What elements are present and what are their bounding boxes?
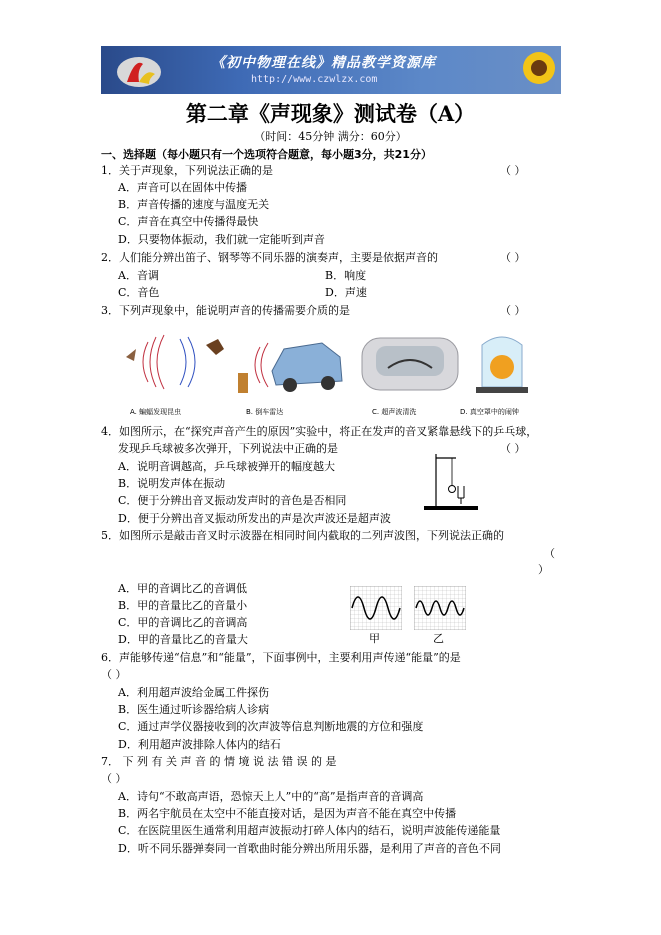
logo-icon	[109, 52, 179, 90]
page-subtitle: （时间：45分钟 满分：60分）	[254, 130, 407, 143]
q7-option-b: B．两名宇航员在太空中不能直接对话，是因为声音不能在真空中传播	[118, 807, 457, 820]
q1-option-a: A．声音可以在固体中传播	[118, 181, 247, 194]
q5-option-c: C．甲的音调比乙的音调高	[118, 616, 248, 629]
q6-option-b: B．医生通过听诊器给病人诊病	[118, 703, 270, 716]
banner-title: 《初中物理在线》精品教学资源库	[211, 55, 436, 71]
q2-option-d: D．声速	[325, 286, 367, 299]
waveform-jia-label: 甲	[369, 632, 380, 645]
q6-option-d: D．利用超声波排除人体内的结石	[118, 738, 281, 751]
q2-option-c: C．音色	[118, 286, 160, 299]
header-banner	[101, 46, 561, 94]
q2-option-b: B．响度	[325, 269, 367, 282]
banner-url: http://www.czwlzx.com	[251, 74, 378, 85]
ultrasonic-cleaner-image	[358, 330, 462, 396]
q6-answer-paren: （ ）	[101, 668, 127, 681]
q5-stem: 5．如图所示是敲击音叉时示波器在相同时间内截取的二列声波图，下列说法正确的	[101, 529, 504, 542]
q4-option-c: C．便于分辨出音叉振动发声时的音色是否相同	[118, 494, 347, 507]
waveform-yi-label: 乙	[433, 632, 444, 645]
q5-paren-close: ）	[538, 563, 549, 576]
q5-option-a: A．甲的音调比乙的音调低	[118, 582, 247, 595]
waveform-jia-image	[350, 586, 402, 630]
q5-option-d: D．甲的音量比乙的音量大	[118, 633, 248, 646]
q1-answer-paren: （ ）	[500, 164, 526, 177]
q7-answer-paren: （ ）	[101, 772, 127, 785]
q3-image-label-b: B. 倒车雷达	[246, 408, 284, 416]
parking-radar-image	[232, 327, 344, 397]
q5-paren-open: （	[544, 547, 555, 560]
q5-option-b: B．甲的音量比乙的音量小	[118, 599, 248, 612]
bat-insect-image	[118, 327, 228, 397]
q3-image-label-a: A. 蝙蝠发现昆虫	[130, 408, 182, 416]
vacuum-bell-jar-image	[472, 327, 532, 397]
q4-option-d: D．便于分辨出音叉振动所发出的声是次声波还是超声波	[118, 512, 391, 525]
q2-stem: 2．人们能分辨出笛子、钢琴等不同乐器的演奏声，主要是依据声音的	[101, 251, 438, 264]
q7-stem: 7． 下 列 有 关 声 音 的 情 境 说 法 错 误 的 是	[101, 755, 337, 768]
q4-option-b: B．说明发声体在振动	[118, 477, 226, 490]
q4-stem-line1: 4．如图所示，在“探究声音产生的原因”实验中，将正在发声的音叉紧靠悬线下的乒乓球，	[101, 425, 538, 438]
sunflower-icon	[501, 46, 561, 94]
waveform-yi-image	[414, 586, 466, 630]
q6-stem: 6．声能够传递“信息”和“能量”，下面事例中，主要利用声传递“能量”的是	[101, 651, 461, 664]
q1-stem: 1．关于声现象，下列说法正确的是	[101, 164, 273, 177]
q1-option-b: B．声音传播的速度与温度无关	[118, 198, 270, 211]
q7-option-d: D．听不同乐器弹奏同一首歌曲时能分辨出所用乐器，是利用了声音的音色不同	[118, 842, 501, 855]
q2-option-a: A．音调	[118, 269, 159, 282]
page-title: 第二章《声现象》测试卷（A）	[185, 101, 476, 126]
q1-option-c: C．声音在真空中传播得最快	[118, 215, 259, 228]
q1-option-d: D．只要物体振动，我们就一定能听到声音	[118, 233, 325, 246]
q2-answer-paren: （ ）	[500, 251, 526, 264]
q4-option-a: A．说明音调越高，乒乓球被弹开的幅度越大	[118, 460, 335, 473]
q6-option-a: A．利用超声波给金属工件探伤	[118, 686, 269, 699]
q7-option-a: A．诗句“不敢高声语，恐惊天上人”中的“高”是指声音的音调高	[118, 790, 424, 803]
q4-stem-line2: 发现乒乓球被多次弹开，下列说法中正确的是	[118, 442, 338, 455]
q6-option-c: C．通过声学仪器接收到的次声波等信息判断地震的方位和强度	[118, 720, 424, 733]
q3-image-label-d: D. 真空罩中的闹钟	[460, 408, 519, 416]
q3-stem: 3．下列声现象中，能说明声音的传播需要介质的是	[101, 304, 350, 317]
q7-option-c: C．在医院里医生通常利用超声波振动打碎人体内的结石，说明声波能传递能量	[118, 824, 501, 837]
q3-answer-paren: （ ）	[500, 304, 526, 317]
q3-image-label-c: C. 超声波清洗	[372, 408, 417, 416]
q4-answer-paren: （ ）	[500, 442, 526, 455]
tuning-fork-apparatus-image	[422, 450, 482, 512]
section-heading: 一、选择题（每小题只有一个选项符合题意，每小题3分，共21分）	[101, 148, 432, 161]
